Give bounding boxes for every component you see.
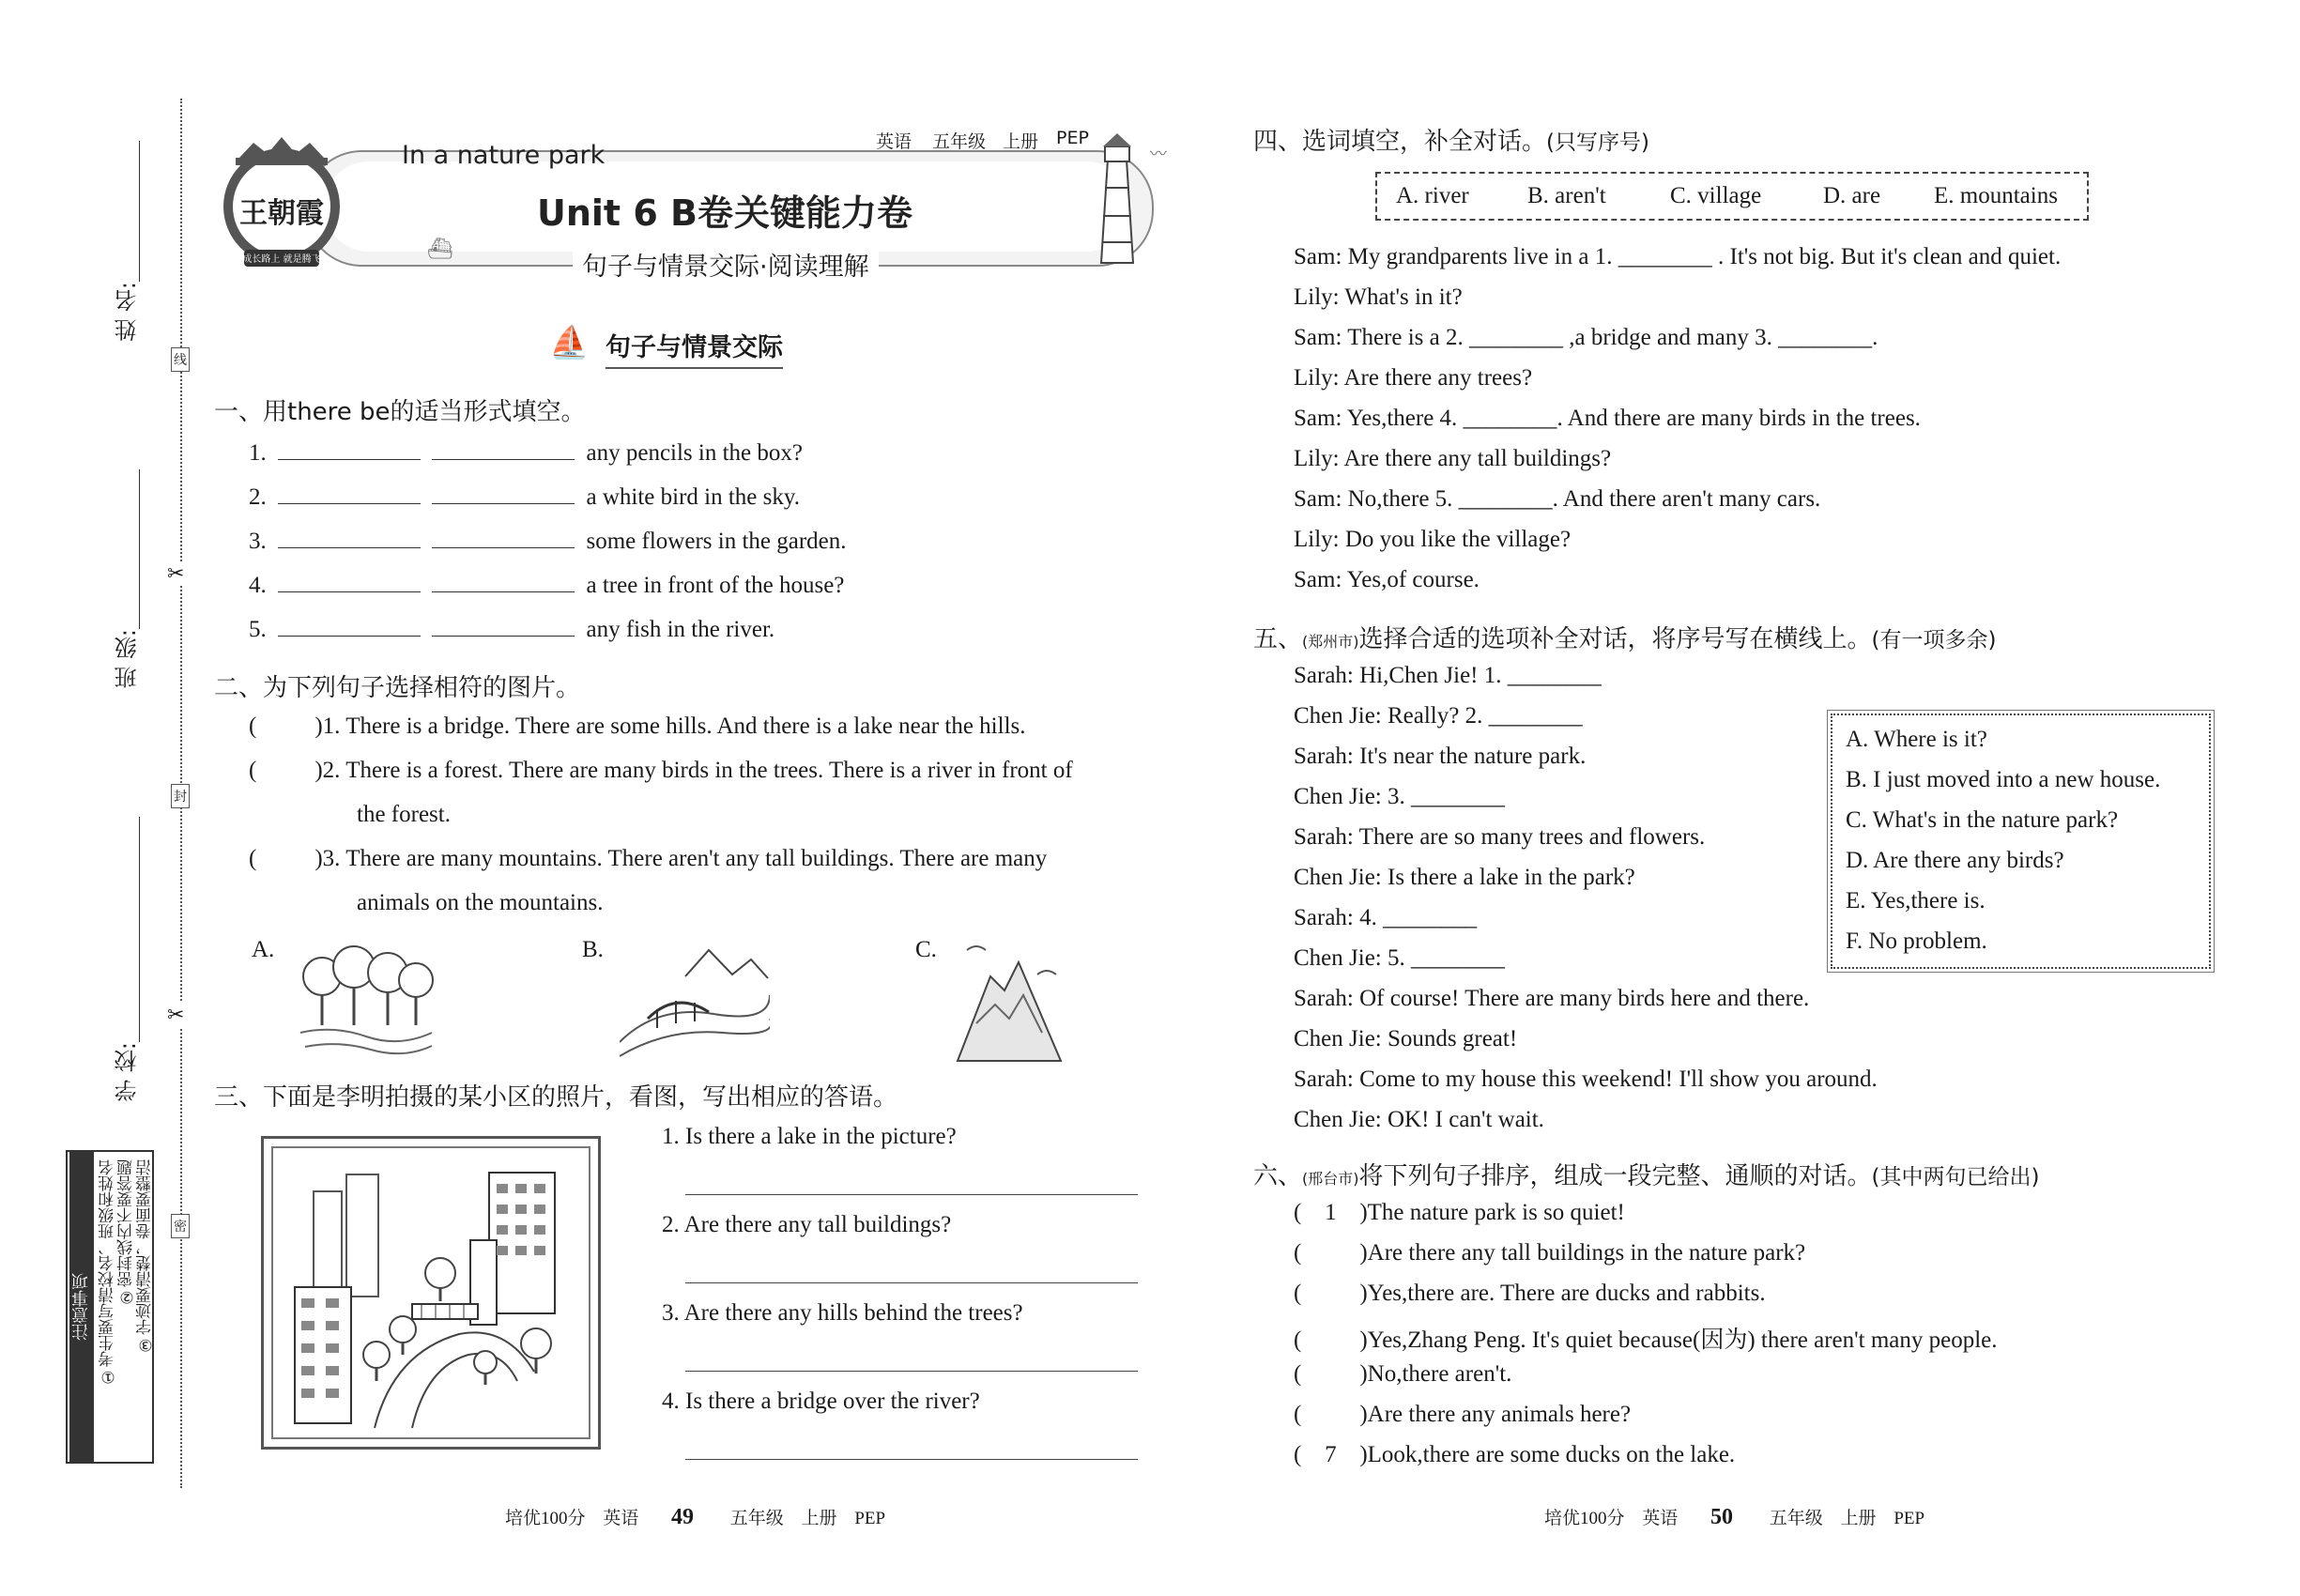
order-item: ( )Yes,Zhang Peng. It's quiet because(因为) there aren't many people. bbox=[1294, 1327, 1998, 1353]
section-badge: 句子与情景交际 bbox=[606, 327, 783, 369]
option-item: F. No problem. bbox=[1846, 928, 1987, 954]
option-label-c: C. bbox=[915, 937, 937, 962]
blank-input[interactable] bbox=[432, 483, 575, 504]
notice-title: 注意事项 bbox=[69, 1152, 94, 1462]
list-item: 2. a white bird in the sky. bbox=[249, 484, 801, 510]
list-item: 3. some flowers in the garden. bbox=[249, 529, 847, 554]
section-3-title: 三、下面是李明拍摄的某小区的照片，看图，写出相应的答语。 bbox=[214, 1083, 898, 1112]
answer-paren[interactable]: ( bbox=[1294, 1327, 1302, 1353]
name-field[interactable] bbox=[111, 141, 148, 357]
page-title-right: 关键能力卷 bbox=[734, 192, 913, 234]
blank-input[interactable] bbox=[278, 483, 421, 504]
answer-paren[interactable]: ( bbox=[249, 846, 257, 871]
option-label-a: A. bbox=[252, 937, 275, 962]
order-item: ( )Are there any tall buildings in the nature park? bbox=[1294, 1240, 1806, 1266]
order-item: ( 1 )The nature park is so quiet! bbox=[1294, 1200, 1625, 1225]
blank-input[interactable] bbox=[278, 527, 421, 548]
option-item: E. Yes,there is. bbox=[1846, 888, 1986, 913]
dialogue-line: Sarah: Hi,Chen Jie! 1. ________ bbox=[1294, 663, 1602, 688]
school-label: 学 校: bbox=[115, 1042, 141, 1102]
community-picture bbox=[261, 1136, 601, 1450]
answer-paren[interactable]: ( bbox=[1294, 1281, 1302, 1306]
dialogue-line: Chen Jie: Sounds great! bbox=[1294, 1026, 1518, 1051]
dialogue-line: Chen Jie: 3. ________ bbox=[1294, 784, 1505, 809]
section-4-title: 四、选词填空，补全对话。(只写序号) bbox=[1253, 128, 1649, 156]
dialogue-line: Lily: Are there any trees? bbox=[1294, 365, 1533, 391]
dialogue-line: Lily: Are there any tall buildings? bbox=[1294, 446, 1612, 471]
word-bank bbox=[1375, 172, 2089, 221]
brand-sub: 成长路上 就是腾飞 bbox=[242, 254, 321, 265]
dialogue-line: Sam: Yes,there 4. ________. And there are many birds in the trees. bbox=[1294, 406, 1921, 431]
answer-paren[interactable]: ( bbox=[249, 714, 257, 739]
answer-paren[interactable]: ( bbox=[1294, 1402, 1302, 1427]
meta-term: 上册 bbox=[1003, 131, 1039, 152]
answer-paren[interactable]: ( bbox=[1294, 1442, 1302, 1467]
scissors-icon: ✂ bbox=[167, 561, 185, 585]
brand-name: 王朝霞 bbox=[239, 197, 324, 230]
answer-line[interactable] bbox=[685, 1459, 1138, 1460]
meta-grade: 五年级 bbox=[932, 131, 987, 152]
order-item: ( )Yes,there are. There are ducks and rabbits. bbox=[1294, 1281, 1766, 1306]
word-option: D. are bbox=[1823, 183, 1881, 208]
list-item-continued: animals on the mountains. bbox=[357, 890, 604, 915]
cut-mark-feng: 封 bbox=[171, 784, 190, 808]
dialogue-line: Sam: My grandparents live in a 1. ________ . It's not big. But it's clean and quiet. bbox=[1294, 244, 2062, 269]
scissors-icon: ✂ bbox=[167, 1003, 185, 1026]
footer-right: 培优100分 英语 50 五年级 上册 PEP bbox=[1544, 1505, 1925, 1529]
blank-input[interactable] bbox=[432, 527, 575, 548]
list-item: ( )2. There is a forest. There are many birds in the trees. There is a river in front of bbox=[249, 758, 1073, 783]
notice-item: ①考生要写清校名、班级和姓名 bbox=[99, 1159, 117, 1386]
answer-paren[interactable]: ( bbox=[1294, 1240, 1302, 1266]
dialogue-line: Sarah: It's near the nature park. bbox=[1294, 744, 1587, 769]
order-item: ( )No,there aren't. bbox=[1294, 1361, 1512, 1387]
notice-box bbox=[66, 1150, 154, 1464]
question-text: 3. Are there any hills behind the trees? bbox=[662, 1300, 1023, 1326]
blank-input[interactable] bbox=[432, 615, 575, 637]
skills-subtitle: 句子与情景交际·阅读理解 bbox=[573, 246, 879, 283]
list-item: ( )1. There is a bridge. There are some hills. And there is a lake near the hills. bbox=[249, 714, 1026, 739]
question-text: 1. Is there a lake in the picture? bbox=[662, 1124, 957, 1149]
page-title: Unit 6 B卷 bbox=[537, 192, 733, 234]
notice-item: ③字迹要清楚，卷面要整洁 bbox=[136, 1159, 155, 1354]
word-option: A. river bbox=[1396, 183, 1469, 208]
page-number: 50 bbox=[1710, 1505, 1734, 1529]
forest-picture bbox=[296, 939, 437, 1061]
word-option: B. aren't bbox=[1527, 183, 1606, 208]
dialogue-line: Lily: What's in it? bbox=[1294, 284, 1463, 310]
dialogue-line: Chen Jie: Really? 2. ________ bbox=[1294, 703, 1583, 729]
list-item: ( )3. There are many mountains. There aren't any tall buildings. There are many bbox=[249, 846, 1048, 871]
name-label: 姓 名: bbox=[115, 282, 141, 342]
meta-subject: 英语 bbox=[876, 131, 912, 152]
order-item: ( 7 )Look,there are some ducks on the lake. bbox=[1294, 1442, 1736, 1467]
boat-icon: ⛴ bbox=[427, 237, 453, 260]
answer-paren[interactable]: ( bbox=[1294, 1200, 1302, 1225]
option-item: A. Where is it? bbox=[1846, 727, 1987, 752]
answer-paren[interactable]: ( bbox=[1294, 1361, 1302, 1387]
blank-input[interactable] bbox=[432, 571, 575, 592]
option-label-b: B. bbox=[582, 937, 604, 962]
option-item: D. Are there any birds? bbox=[1846, 848, 2064, 873]
list-item: 5. any fish in the river. bbox=[249, 617, 775, 642]
list-item: 4. a tree in front of the house? bbox=[249, 573, 845, 598]
dialogue-line: Sarah: Of course! There are many birds here and there. bbox=[1294, 986, 1810, 1011]
answer-line[interactable] bbox=[685, 1371, 1138, 1372]
cut-mark-mi: 密 bbox=[171, 1214, 190, 1238]
order-item: ( )Are there any animals here? bbox=[1294, 1402, 1632, 1427]
class-field[interactable] bbox=[111, 469, 148, 704]
unit-subtitle: In a nature park bbox=[402, 141, 606, 170]
dialogue-line: Chen Jie: 5. ________ bbox=[1294, 945, 1505, 971]
cut-mark-xian: 线 bbox=[171, 347, 190, 372]
notice-item: ②密封线内不要答题 bbox=[117, 1159, 136, 1306]
dialogue-line: Chen Jie: OK! I can't wait. bbox=[1294, 1107, 1544, 1132]
question-text: 2. Are there any tall buildings? bbox=[662, 1212, 952, 1237]
list-item-continued: the forest. bbox=[357, 802, 451, 827]
question-text: 4. Is there a bridge over the river? bbox=[662, 1389, 980, 1414]
word-option: C. village bbox=[1670, 183, 1762, 208]
option-item: B. I just moved into a new house. bbox=[1846, 767, 2161, 792]
class-label: 班 级: bbox=[115, 629, 141, 689]
option-item: C. What's in the nature park? bbox=[1846, 807, 2119, 833]
school-field[interactable] bbox=[111, 817, 148, 1117]
section-2-title: 二、为下列句子选择相符的图片。 bbox=[214, 674, 581, 702]
dialogue-line: Lily: Do you like the village? bbox=[1294, 527, 1572, 552]
birds-icon: 〰 bbox=[1150, 145, 1167, 163]
blank-input[interactable] bbox=[278, 571, 421, 592]
page-number: 49 bbox=[671, 1505, 695, 1529]
dialogue-line: Sam: There is a 2. ________ ,a bridge and many 3. ________. bbox=[1294, 325, 1878, 350]
brand-logo bbox=[211, 131, 352, 272]
section-1-title: 一、用there be的适当形式填空。 bbox=[214, 398, 586, 426]
dialogue-line: Sarah: 4. ________ bbox=[1294, 905, 1478, 930]
blank-input[interactable] bbox=[278, 615, 421, 637]
lighthouse-icon bbox=[1084, 131, 1150, 272]
mountain-picture bbox=[948, 939, 1070, 1066]
bridge-picture bbox=[620, 939, 770, 1061]
word-option: E. mountains bbox=[1934, 183, 2058, 208]
dialogue-line: Chen Jie: Is there a lake in the park? bbox=[1294, 865, 1635, 890]
meta-edition: PEP bbox=[1056, 128, 1089, 148]
footer-left: 培优100分 英语 49 五年级 上册 PEP bbox=[505, 1505, 886, 1529]
answer-line[interactable] bbox=[685, 1282, 1138, 1283]
dialogue-line: Sarah: There are so many trees and flowers. bbox=[1294, 824, 1706, 850]
answer-line[interactable] bbox=[685, 1194, 1138, 1195]
dialogue-line: Sam: Yes,of course. bbox=[1294, 567, 1480, 592]
blank-input[interactable] bbox=[278, 438, 421, 460]
section-6-title: 六、(邢台市)将下列句子排序，组成一段完整、通顺的对话。(其中两句已给出) bbox=[1253, 1162, 2040, 1190]
list-item: 1. any pencils in the box? bbox=[249, 440, 803, 466]
options-box bbox=[1831, 714, 2211, 969]
blank-input[interactable] bbox=[432, 438, 575, 460]
section-5-title: 五、(郑州市)选择合适的选项补全对话，将序号写在横线上。(有一项多余) bbox=[1253, 625, 1997, 653]
dialogue-line: Sam: No,there 5. ________. And there aren't many cars. bbox=[1294, 486, 1821, 512]
dialogue-line: Sarah: Come to my house this weekend! I'll show you around. bbox=[1294, 1067, 1878, 1092]
sailboat-icon: ⛵ bbox=[549, 326, 590, 361]
answer-paren[interactable]: ( bbox=[249, 758, 257, 783]
